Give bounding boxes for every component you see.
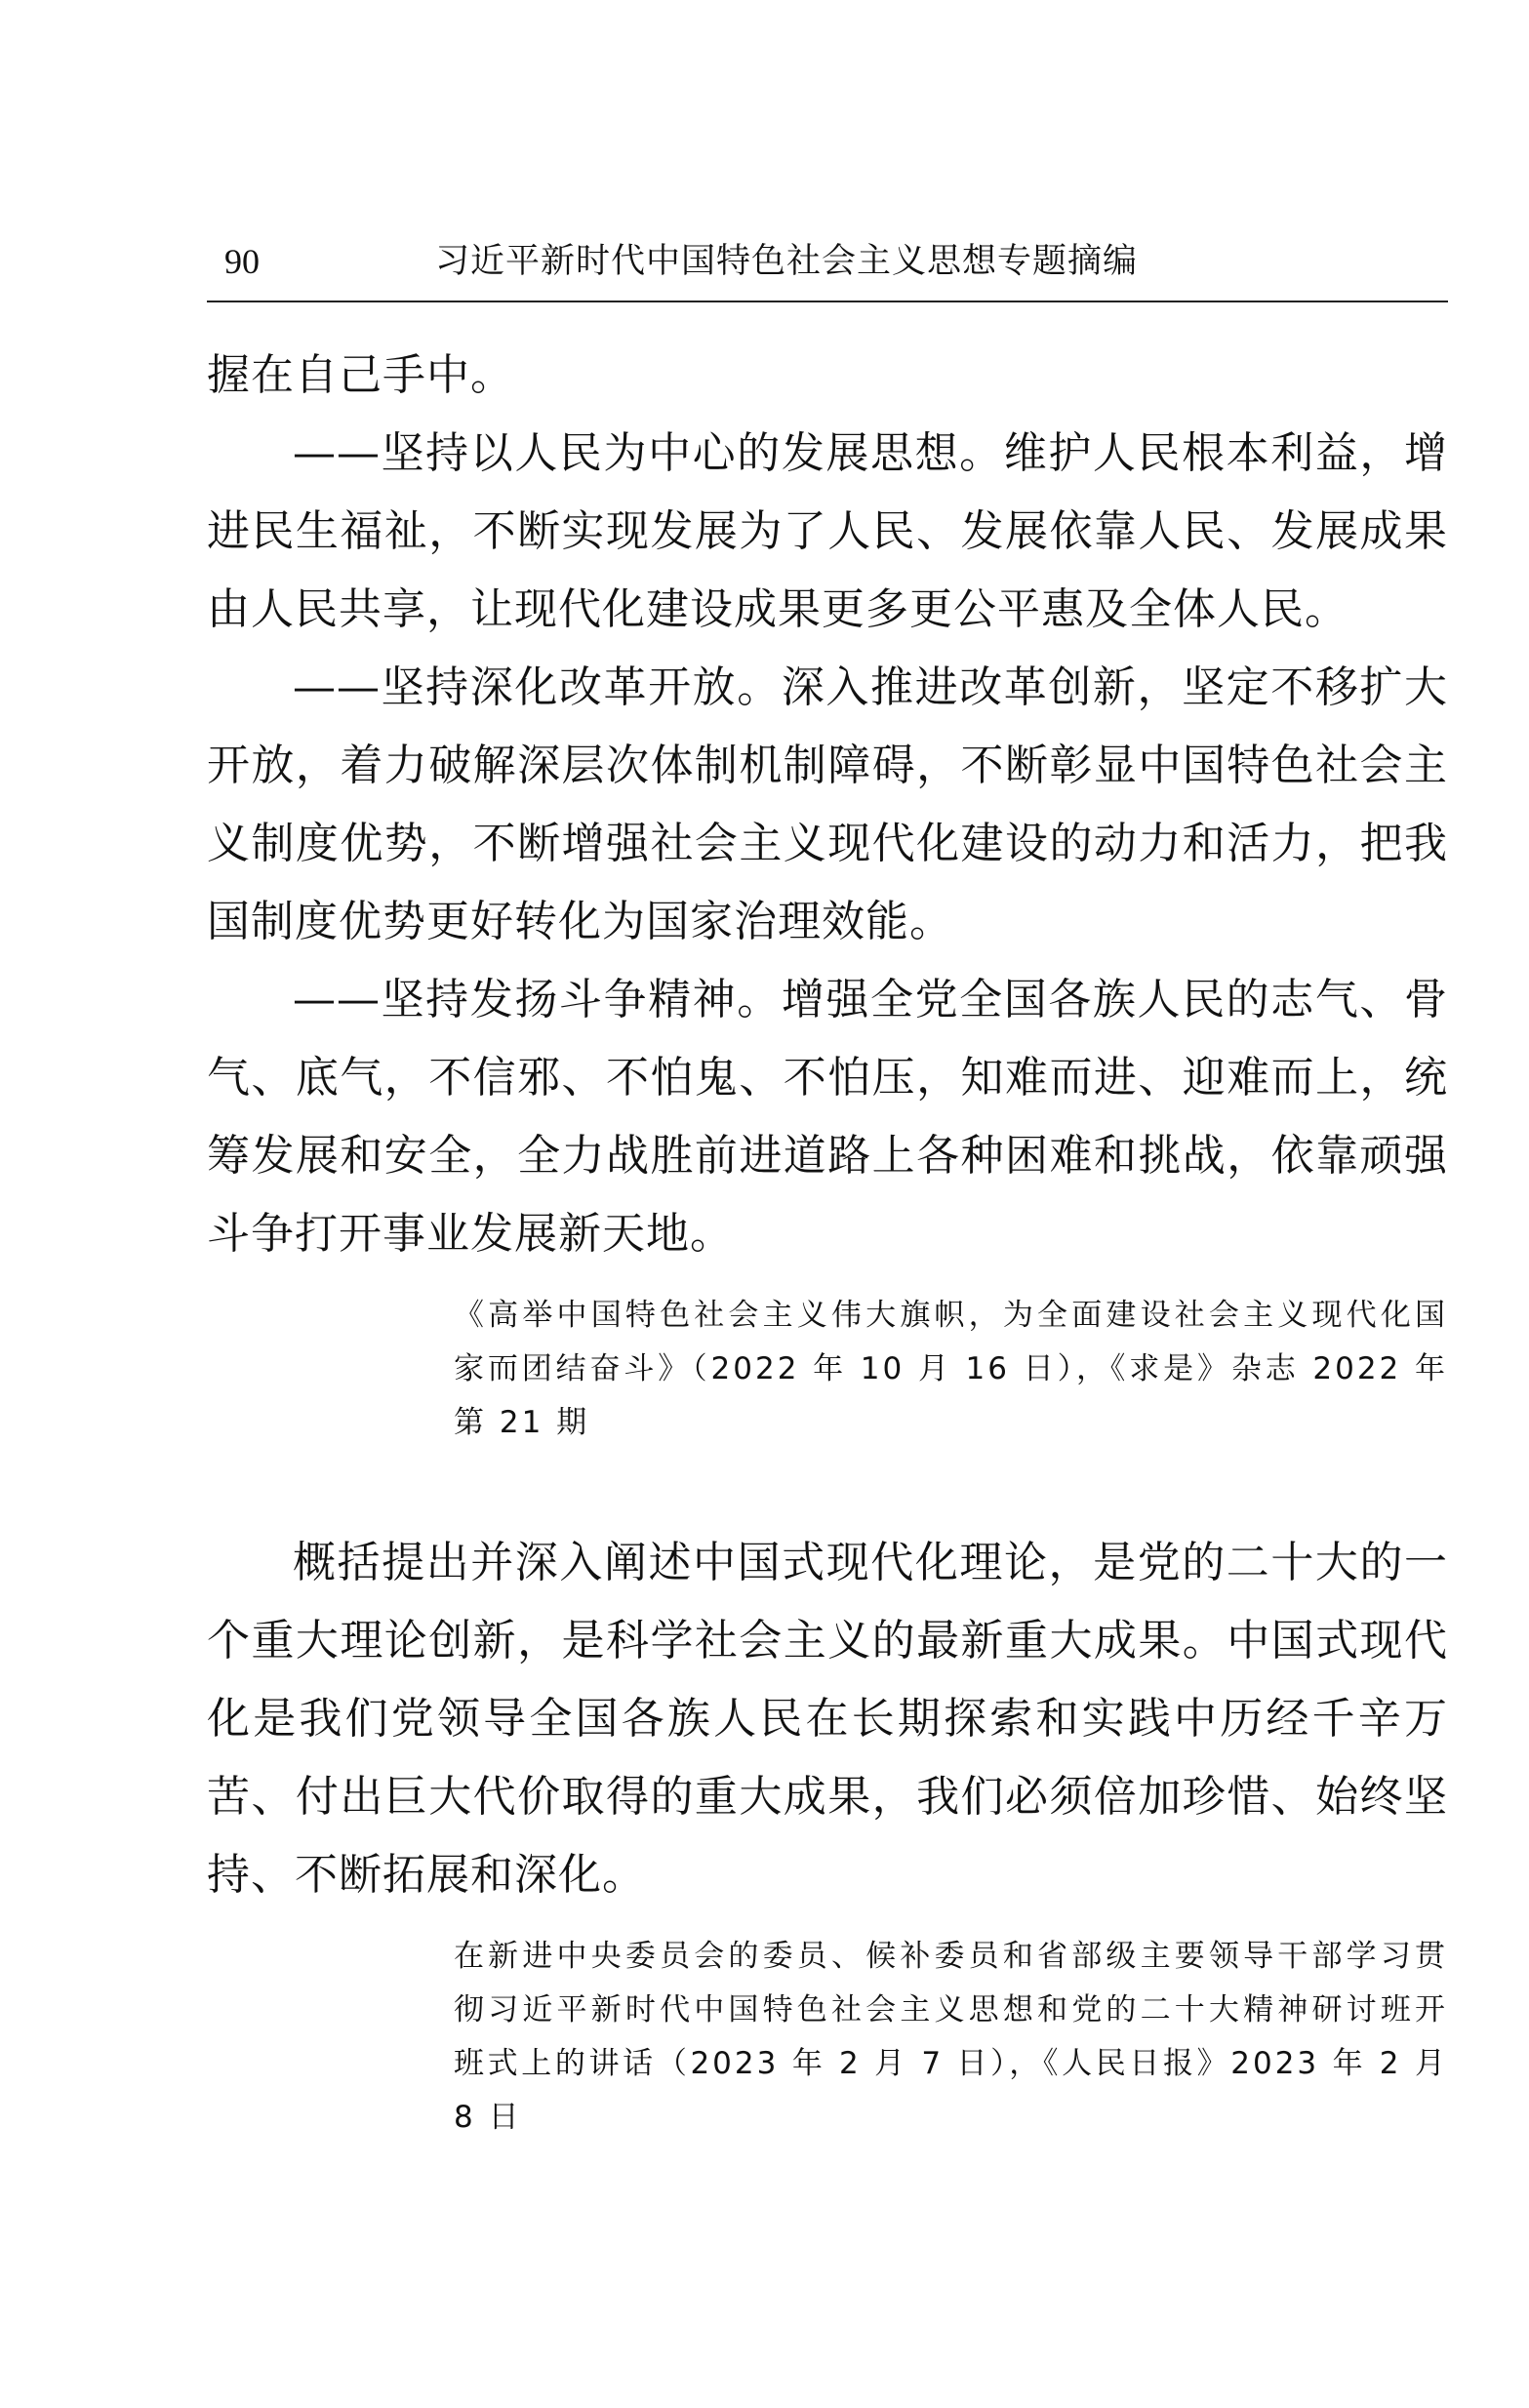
paragraph-continuation: 握在自己手中。 xyxy=(207,350,514,400)
spacer xyxy=(207,1273,1448,1289)
spacer xyxy=(207,1450,1448,1524)
source-citation-1: 《高举中国特色社会主义伟大旗帜，为全面建设社会主义现代化国家而团结奋斗》（2022 年 10 月 16 日），《求是》杂志 2022 年第 21 期 xyxy=(454,1298,1448,1440)
paragraph-reform-opening: ——坚持深化改革开放。深入推进改革创新，坚定不移扩大开放，着力破解深层次体制机制障碍，不断彰显中国特色社会主义制度优势，不断增强社会主义现代化建设的动力和活力，把我国制度优势更好转化为国家治理效能。 xyxy=(207,662,1448,946)
source-citation-2: 在新进中央委员会的委员、候补委员和省部级主要领导干部学习贯彻习近平新时代中国特色社会主义思想和党的二十大精神研讨班开班式上的讲话（2023 年 2 月 7 日），《人民日报》2023 年 2 月 8 日 xyxy=(454,1939,1448,2135)
spacer xyxy=(207,1914,1448,1930)
header-divider xyxy=(207,301,1448,302)
running-title: 习近平新时代中国特色社会主义思想专题摘编 xyxy=(435,242,1139,281)
page-number: 90 xyxy=(224,242,260,281)
body-text xyxy=(207,337,1448,2145)
paragraph-fighting-spirit: ——坚持发扬斗争精神。增强全党全国各族人民的志气、骨气、底气，不信邪、不怕鬼、不怕压，知难而进、迎难而上，统筹发展和安全，全力战胜前进道路上各种困难和挑战，依靠顽强斗争打开事业发展新天地。 xyxy=(207,975,1448,1259)
running-header xyxy=(207,232,1448,297)
paragraph-chinese-modernization: 概括提出并深入阐述中国式现代化理论，是党的二十大的一个重大理论创新，是科学社会主义的最新重大成果。中国式现代化是我们党领导全国各族人民在长期探索和实践中历经千辛万苦、付出巨大代价取得的重大成果，我们必须倍加珍惜、始终坚持、不断拓展和深化。 xyxy=(207,1538,1448,1900)
paragraph-people-centered: ——坚持以人民为中心的发展思想。维护人民根本利益，增进民生福祉，不断实现发展为了人民、发展依靠人民、发展成果由人民共享，让现代化建设成果更多更公平惠及全体人民。 xyxy=(207,428,1448,634)
